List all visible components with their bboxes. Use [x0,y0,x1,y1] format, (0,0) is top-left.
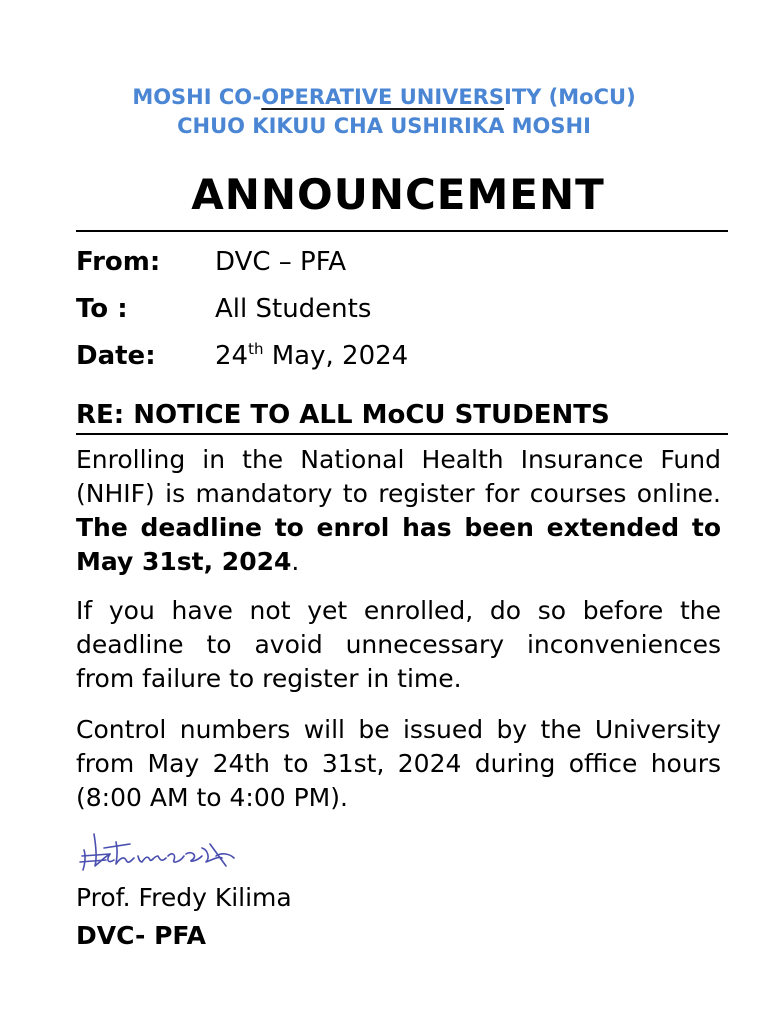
to-value: All Students [215,294,372,324]
deadline-notice: The deadline to enrol has been extended to May 31st, 2024 [76,513,721,576]
date-ordinal-suffix: th [248,340,264,358]
university-name [0,83,768,112]
university-name-suffix: ITY (MoCU) [504,85,636,109]
signatory-name: Prof. Fredy Kilima [76,883,292,912]
subject-line: RE: NOTICE TO ALL MoCU STUDENTS [76,400,610,430]
body-paragraph-2: If you have not yet enrolled, do so before the deadline to avoid unnecessary inconveniences from failure to register in time. [76,596,721,693]
from-value: DVC – PFA [215,247,347,277]
university-name-swahili: CHUO KIKUU CHA USHIRIKA MOSHI [177,114,591,138]
signatory-title: DVC- PFA [76,921,206,950]
date-value [215,339,408,376]
subject-divider [76,433,728,435]
date-day: 24 [215,341,249,371]
date-month-year: May, 2024 [263,341,409,371]
from-label: From: [76,247,161,277]
body-paragraph-1 [76,443,721,579]
university-name-underlined: OPERATIVE UNIVERS [261,85,505,109]
title-divider [76,230,728,232]
body-paragraph-1-end: . [291,547,300,576]
date-label: Date: [76,341,156,371]
body-paragraph-1-text: Enrolling in the National Health Insurance Fund (NHIF) is mandatory to register for courses online. [76,445,721,508]
announcement-title: ANNOUNCEMENT [191,170,605,219]
to-label: To : [76,294,128,324]
body-paragraph-3: Control numbers will be issued by the University from May 24th to 31st, 2024 during office hours (8:00 AM to 4:00 PM). [76,715,721,812]
university-name-prefix: MOSHI CO- [132,85,262,109]
handwritten-signature [76,826,246,876]
